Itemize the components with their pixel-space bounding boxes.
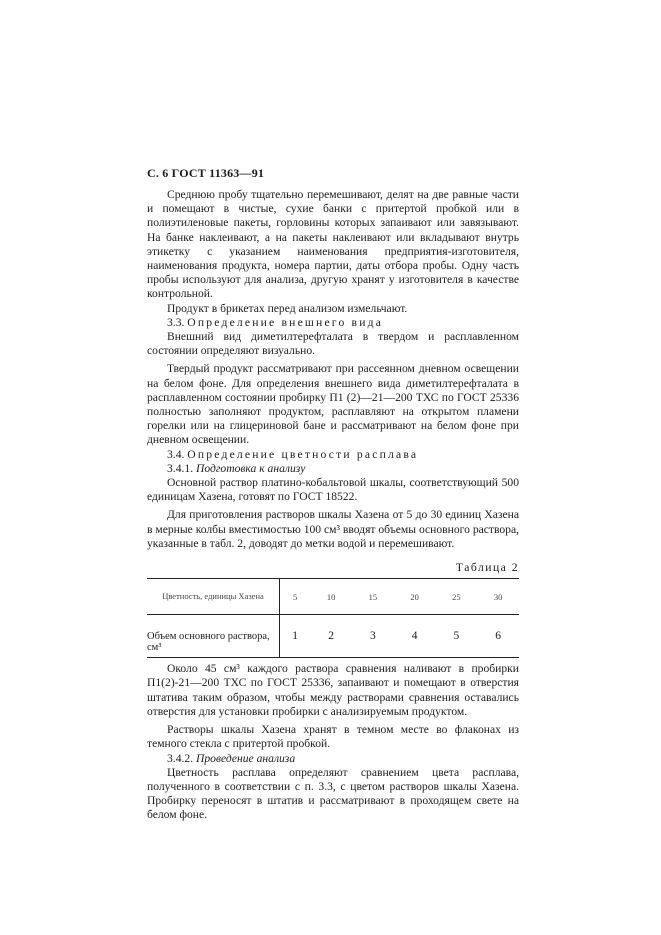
section-title: Определение цветности расплава <box>187 447 419 461</box>
header-cell: 15 <box>352 579 394 615</box>
section-heading-3-3 <box>147 316 519 330</box>
section-number: 3.3. <box>167 315 185 329</box>
section-number: 3.4.2. <box>167 751 194 765</box>
table-row <box>147 615 519 658</box>
paragraph-hazen-prep: Для приготовления растворов шкалы Хазена от 5 до 30 единиц Хазена в мерные колбы вместимостью 100 см³ вводят объемы основного раствора, указанные в табл. 2, доводят до метки водой и перемешивают. <box>147 508 520 550</box>
row-label: Объем основного раствора, см³ <box>147 615 280 658</box>
value-cell: 4 <box>411 630 418 643</box>
document-body <box>147 188 519 823</box>
section-heading-3-4 <box>147 448 519 462</box>
paragraph-stock-solution: Основной раствор платино-кобальтовой шкалы, соответствующий 500 единицам Хазена, готовят по ГОСТ 18522. <box>147 476 519 504</box>
paragraph-analysis: Цветность расплава определяют сравнением цвета расплава, полученного в соответствии с п. 3.3, с цветом растворов шкалы Хазена. Пробирку переносят в штатив и рассматривают в проходящем свете на белом фоне. <box>147 765 519 822</box>
section-heading-3-4-1 <box>147 462 519 476</box>
hazen-table <box>147 578 519 658</box>
table-header-row <box>147 579 519 615</box>
section-title: Проведение анализа <box>196 751 296 765</box>
header-cell: 20 <box>394 579 436 615</box>
header-cell: 25 <box>435 579 477 615</box>
header-cell: 30 <box>477 579 519 615</box>
section-title: Определение внешнего вида <box>187 315 384 329</box>
section-heading-3-4-2 <box>147 752 519 766</box>
value-cell: 3 <box>369 630 376 643</box>
page-header: С. 6 ГОСТ 11363—91 <box>147 166 265 180</box>
section-number: 3.4.1. <box>167 461 194 475</box>
paragraph-comparison-solutions: Около 45 см³ каждого раствора сравнения наливают в пробирки П1(2)-21—200 ТХС по ГОСТ 25336, запаивают и помещают в отверстия штатива таким образом, чтобы между растворами сравнения оставались отверстия для установки пробирки с анализируемым продуктом. <box>147 662 519 718</box>
header-label: Цветность, единицы Хазена <box>147 579 280 615</box>
table-caption: Таблица 2 <box>455 561 519 575</box>
value-cell: 5 <box>453 630 460 643</box>
section-number: 3.4. <box>167 447 185 461</box>
header-cell: 10 <box>310 579 352 615</box>
value-cell: 6 <box>495 630 501 643</box>
paragraph-briquettes: Продукт в брикетах перед анализом измельчают. <box>167 301 408 315</box>
value-cell: 2 <box>328 630 334 643</box>
paragraph-sampling: Среднюю пробу тщательно перемешивают, делят на две равные части и помещают в чистые, сухие банки с притертой пробкой или в полиэтиленовые пакеты, горловины которых запаивают или завязывают. На банке наклеивают, а на пакеты наклеивают или вкладывают внутрь этикетку с указанием наименования предприятия-изготовителя, наименования продукта, номера партии, даты отбора пробы. Одну часть пробы используют для анализа, другую хранят у изготовителя в качестве контрольной. <box>147 188 519 301</box>
paragraph-appearance-2: Твердый продукт рассматривают при рассеянном дневном освещении на белом фоне. Для определения внешнего вида диметилтерефталата в расплавленном состоянии пробирку П1 (2)—21—200 ТХС по ГОСТ 25336 полностью заполняют продуктом, расплавляют на открытом пламени горелки или на глицериновой бане и рассматривают на белом фоне при дневном освещении. <box>147 362 519 447</box>
section-title: Подготовка к анализу <box>196 461 306 475</box>
value-cell: 1 <box>292 630 298 643</box>
paragraph-storage: Растворы шкалы Хазена хранят в темном месте во флаконах из темного стекла с притертой пробкой. <box>147 723 519 751</box>
header-cell: 5 <box>280 579 311 615</box>
paragraph-appearance-1: Внешний вид диметилтерефталата в твердом и расплавленном состоянии определяют визуально. <box>147 330 519 358</box>
